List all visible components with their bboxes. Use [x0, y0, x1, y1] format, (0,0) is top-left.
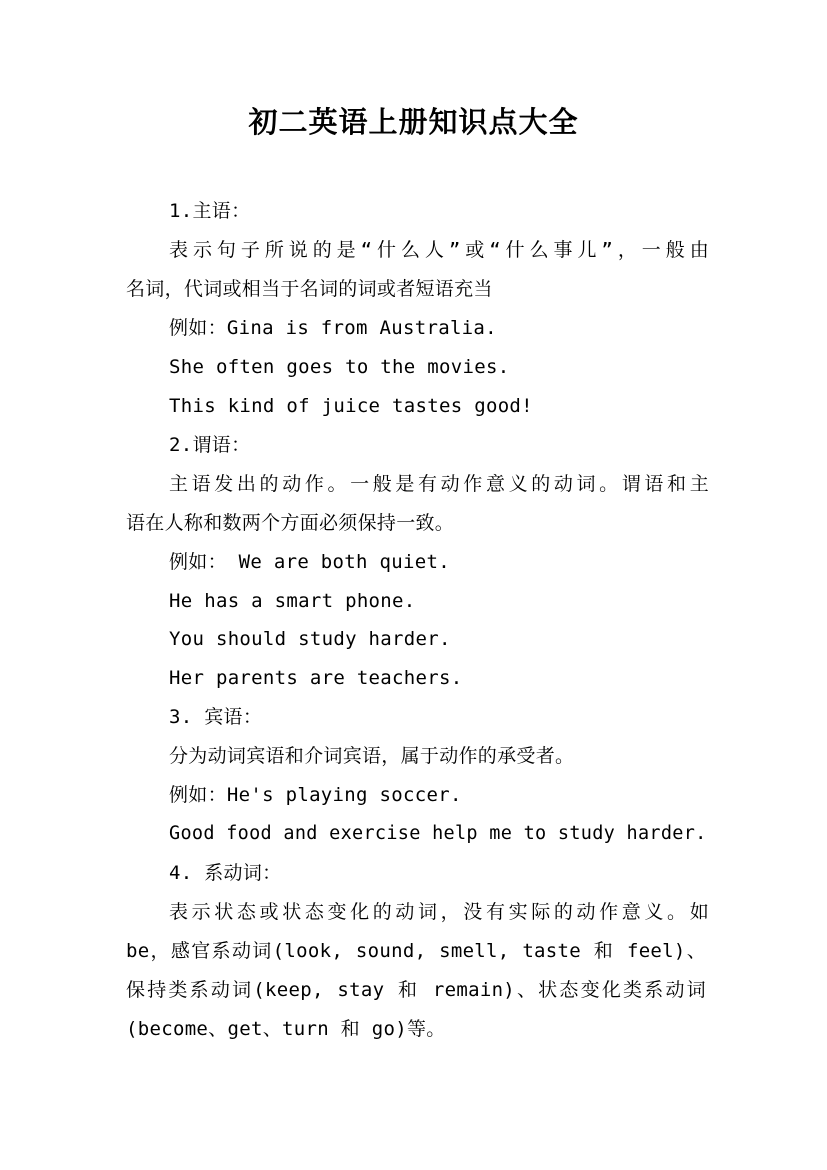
example-line: Her parents are teachers.	[169, 667, 463, 689]
paragraph-line: (become、get、turn 和 go)等。	[126, 1018, 446, 1040]
paragraph-line: 名词，代词或相当于名词的词或者短语充当	[126, 278, 493, 300]
section-heading-object: 3. 宾语：	[169, 706, 263, 728]
example-line: Good food and exercise help me to study harder.	[169, 823, 707, 844]
section-heading-linking-verb: 4. 系动词：	[169, 862, 282, 884]
example-line: 例如： We are both quiet.	[169, 551, 450, 573]
paragraph-line: 表示句子所说的是“什么人”或“什么事儿”，一般由	[169, 239, 709, 261]
example-line: This kind of juice tastes good!	[169, 395, 533, 417]
example-line: He has a smart phone.	[169, 590, 416, 612]
example-line: She often goes to the movies.	[169, 356, 510, 378]
paragraph-line: 保持类系动词(keep, stay 和 remain)、状态变化类系动词	[126, 979, 706, 1001]
example-line: 例如：He's playing soccer.	[169, 784, 462, 806]
paragraph-line: be，感官系动词(look, sound, smell, taste 和 feel)、	[126, 940, 706, 962]
paragraph-line: 主语发出的动作。一般是有动作意义的动词。谓语和主	[169, 473, 709, 495]
section-heading-predicate: 2.谓语：	[169, 434, 251, 456]
paragraph-line: 语在人称和数两个方面必须保持一致。	[126, 512, 455, 534]
paragraph-line: 表示状态或状态变化的动词，没有实际的动作意义。如	[169, 901, 709, 923]
paragraph-line: 分为动词宾语和介词宾语，属于动作的承受者。	[169, 745, 575, 767]
document-title: 初二英语上册知识点大全	[248, 105, 579, 139]
example-line: 例如：Gina is from Australia.	[169, 317, 497, 339]
example-line: You should study harder.	[169, 628, 451, 650]
section-heading-subject: 1.主语：	[169, 200, 251, 222]
